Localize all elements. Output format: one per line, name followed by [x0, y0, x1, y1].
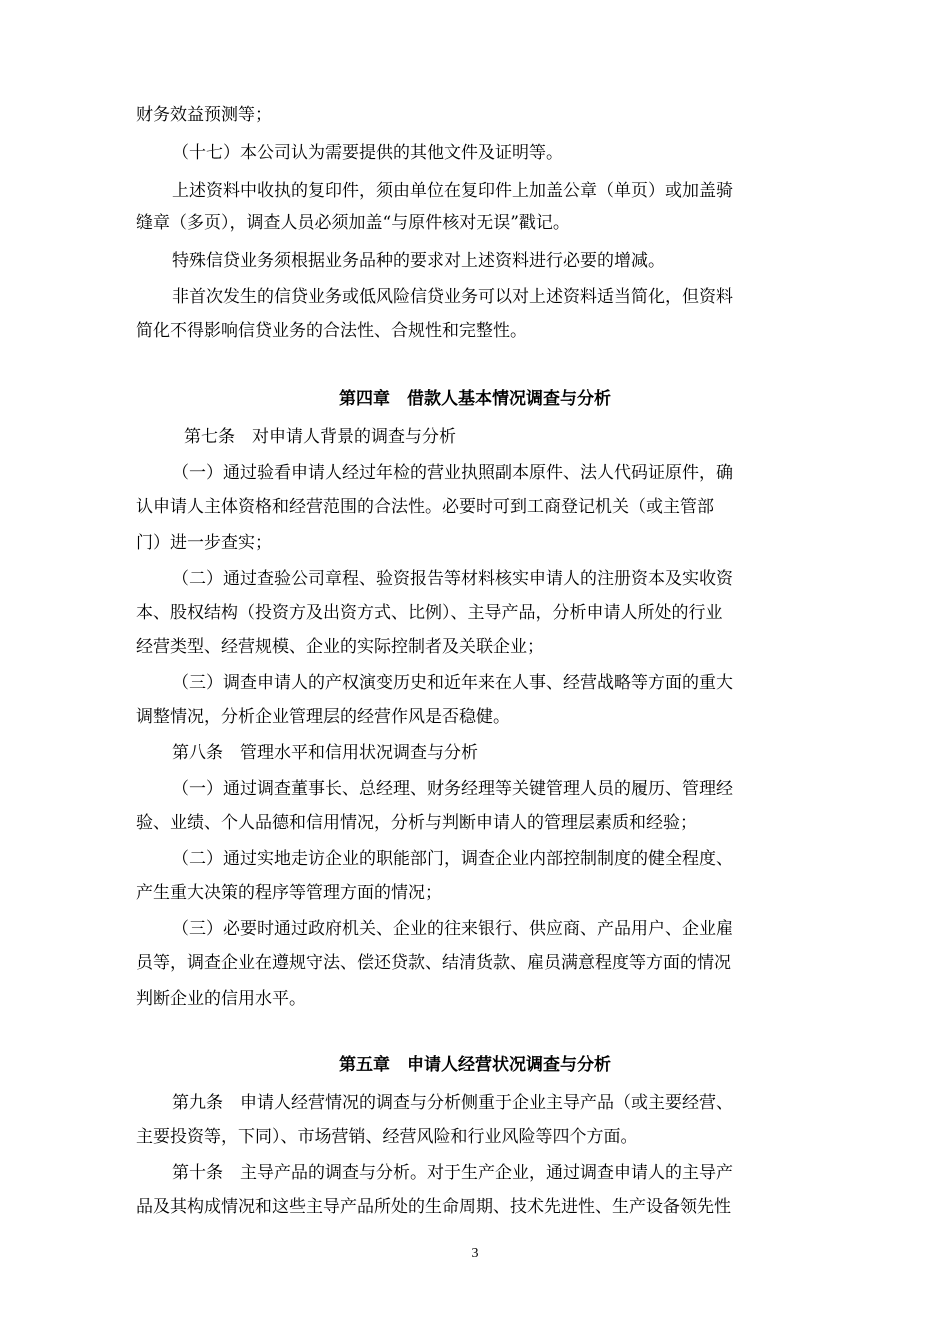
- text-line: 产生重大决策的程序等管理方面的情况；: [136, 883, 442, 903]
- text-line: （一）通过验看申请人经过年检的营业执照副本原件、法人代码证原件，确: [172, 463, 733, 483]
- text-line: 本、股权结构（投资方及出资方式、比例）、主导产品，分析申请人所处的行业: [136, 603, 723, 623]
- text-line: 简化不得影响信贷业务的合法性、合规性和完整性。: [136, 321, 527, 341]
- text-line: 主要投资等，下同）、市场营销、经营风险和行业风险等四个方面。: [136, 1127, 638, 1147]
- text-line: 验、业绩、个人品德和信用情况，分析与判断申请人的管理层素质和经验；: [136, 813, 697, 833]
- text-line: 门）进一步查实；: [136, 533, 272, 553]
- text-line: （三）调查申请人的产权演变历史和近年来在人事、经营战略等方面的重大: [172, 673, 733, 693]
- text-line: 品及其构成情况和这些主导产品所处的生命周期、技术先进性、生产设备领先性: [136, 1197, 731, 1217]
- text-line: 员等，调查企业在遵规守法、偿还贷款、结清货款、雇员满意程度等方面的情况: [136, 953, 731, 973]
- text-line: 财务效益预测等；: [136, 105, 272, 125]
- text-line: （十七）本公司认为需要提供的其他文件及证明等。: [172, 143, 563, 163]
- text-line: 非首次发生的信贷业务或低风险信贷业务可以对上述资料适当简化，但资料: [172, 287, 733, 307]
- text-line: 上述资料中收执的复印件，须由单位在复印件上加盖公章（单页）或加盖骑: [172, 181, 733, 201]
- text-line: 判断企业的信用水平。: [136, 989, 306, 1009]
- text-line: 特殊信贷业务须根据业务品种的要求对上述资料进行必要的增减。: [172, 251, 665, 271]
- chapter-heading: 第四章 借款人基本情况调查与分析: [339, 389, 611, 409]
- text-line: （二）通过实地走访企业的职能部门，调查企业内部控制制度的健全程度、: [172, 849, 733, 869]
- text-line: 缝章（多页），调查人员必须加盖“与原件核对无误”戳记。: [136, 213, 570, 233]
- text-line: （一）通过调查董事长、总经理、财务经理等关键管理人员的履历、管理经: [172, 779, 733, 799]
- page-number: 3: [471, 1246, 479, 1261]
- text-line: （三）必要时通过政府机关、企业的往来银行、供应商、产品用户、企业雇: [172, 919, 733, 939]
- text-line: 经营类型、经营规模、企业的实际控制者及关联企业；: [136, 637, 544, 657]
- text-line: 认申请人主体资格和经营范围的合法性。必要时可到工商登记机关（或主管部: [136, 497, 714, 517]
- text-line: 调整情况，分析企业管理层的经营作风是否稳健。: [136, 707, 510, 727]
- text-line: 第八条 管理水平和信用状况调查与分析: [172, 743, 478, 763]
- text-line: （二）通过查验公司章程、验资报告等材料核实申请人的注册资本及实收资: [172, 569, 733, 589]
- text-line: 第十条 主导产品的调查与分析。对于生产企业，通过调查申请人的主导产: [172, 1163, 733, 1183]
- text-line: 第九条 申请人经营情况的调查与分析侧重于企业主导产品（或主要经营、: [172, 1093, 733, 1113]
- text-line: 第七条 对申请人背景的调查与分析: [184, 427, 456, 447]
- chapter-heading: 第五章 申请人经营状况调查与分析: [339, 1055, 611, 1075]
